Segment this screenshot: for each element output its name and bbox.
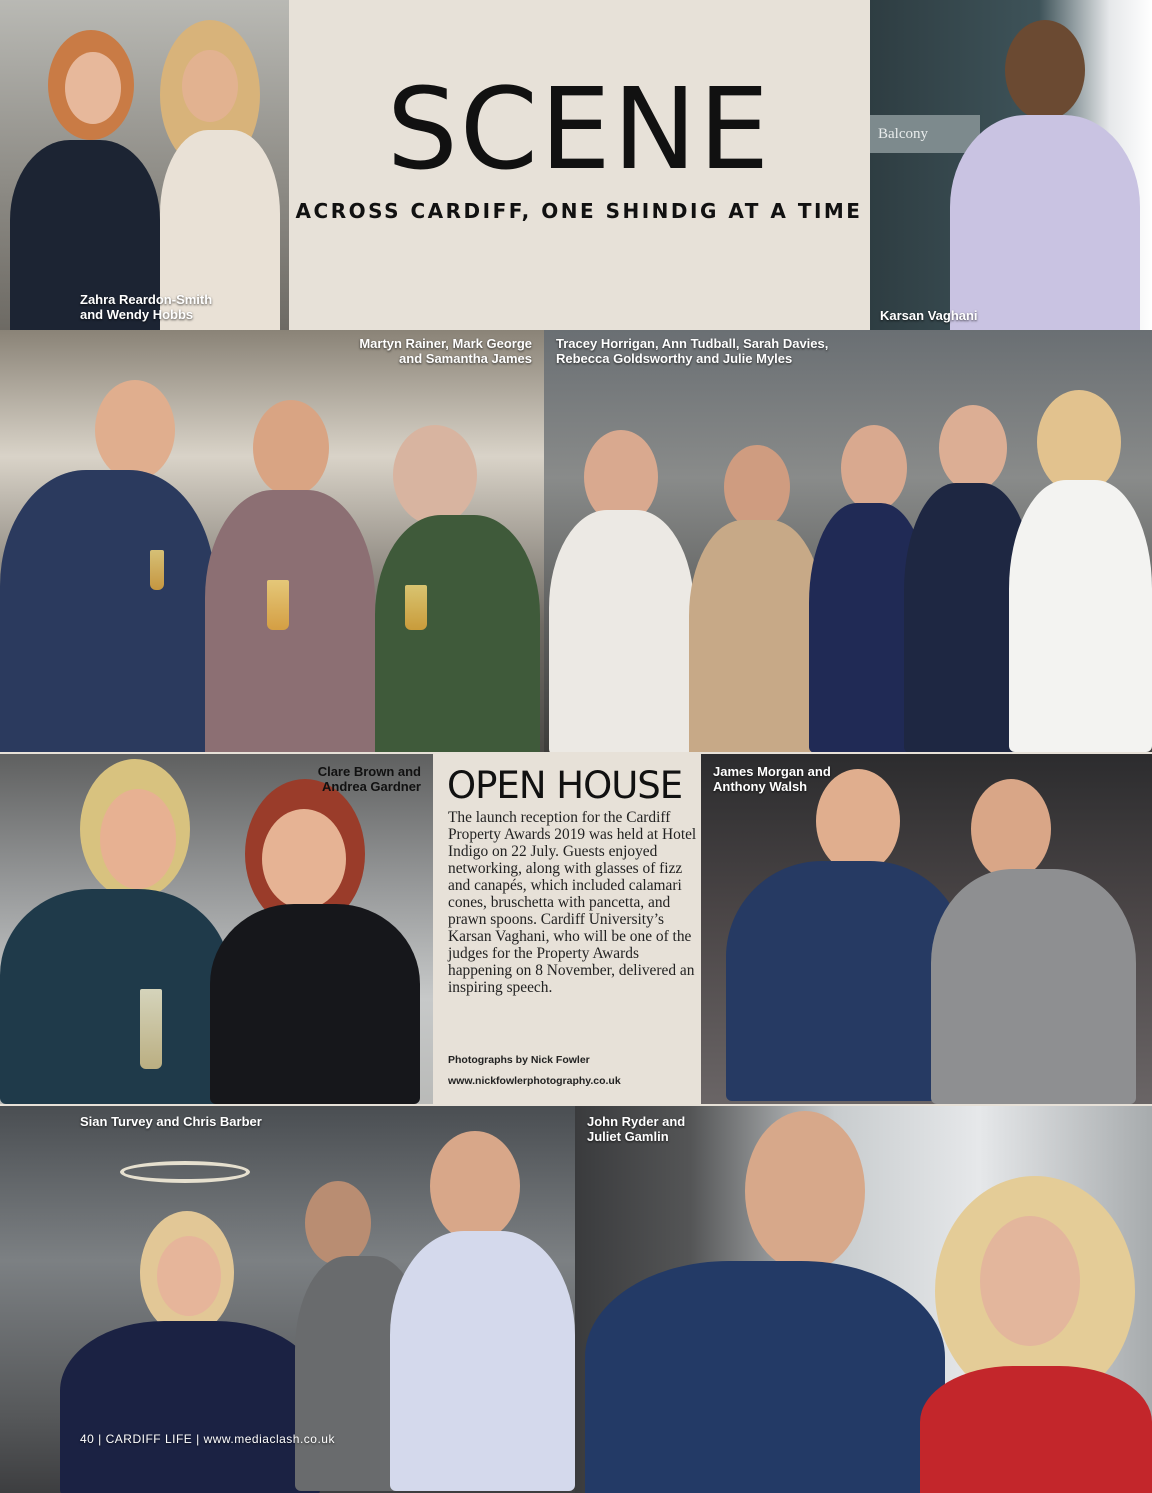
header-panel [289, 0, 869, 330]
photo-caption: Martyn Rainer, Mark George and Samantha James [359, 336, 532, 366]
photo-john-juliet [575, 1106, 1152, 1493]
photo-zahra-wendy [0, 0, 289, 330]
page-footer: 40 | CARDIFF LIFE | www.mediaclash.co.uk [80, 1432, 335, 1446]
photo-karsan [870, 0, 1152, 330]
photo-clare-andrea [0, 754, 433, 1104]
balcony-sign: Balcony [870, 115, 980, 153]
ceiling-light [120, 1161, 250, 1183]
article-body: The launch reception for the Cardiff Property Awards 2019 was held at Hotel Indigo on 22 July. Guests enjoyed networking, along with glasses of fizz and canapés, which included calamari cones, bruschetta with pancetta, and prawn spoons. Cardiff University’s Karsan Vaghani, who will be one of the judges for the Property Awards happening on 8 November, delivered an inspiring speech. [448, 809, 697, 996]
credit-website[interactable]: www.nickfowlerphotography.co.uk [448, 1075, 621, 1087]
credit-photographer: Photographs by Nick Fowler [448, 1054, 590, 1066]
photo-caption: Tracey Horrigan, Ann Tudball, Sarah Davies, Rebecca Goldsworthy and Julie Myles [556, 336, 829, 366]
photo-caption: Zahra Reardon-Smith and Wendy Hobbs [80, 292, 213, 322]
article-heading: OPEN HOUSE [447, 764, 683, 807]
photo-james-anthony [701, 754, 1152, 1104]
photo-tracey-group [544, 330, 1152, 752]
photo-caption: Sian Turvey and Chris Barber [80, 1114, 262, 1129]
page-title: SCENE [386, 65, 772, 195]
photo-caption: James Morgan and Anthony Walsh [713, 764, 831, 794]
page-subtitle: ACROSS CARDIFF, ONE SHINDIG AT A TIME [295, 199, 863, 223]
photo-martyn-mark-samantha [0, 330, 544, 752]
photo-credit [448, 1050, 698, 1092]
photo-caption: Clare Brown and Andrea Gardner [317, 764, 421, 794]
photo-caption: John Ryder and Juliet Gamlin [587, 1114, 686, 1144]
photo-caption: Karsan Vaghani [880, 308, 978, 323]
article-panel [433, 754, 701, 1104]
